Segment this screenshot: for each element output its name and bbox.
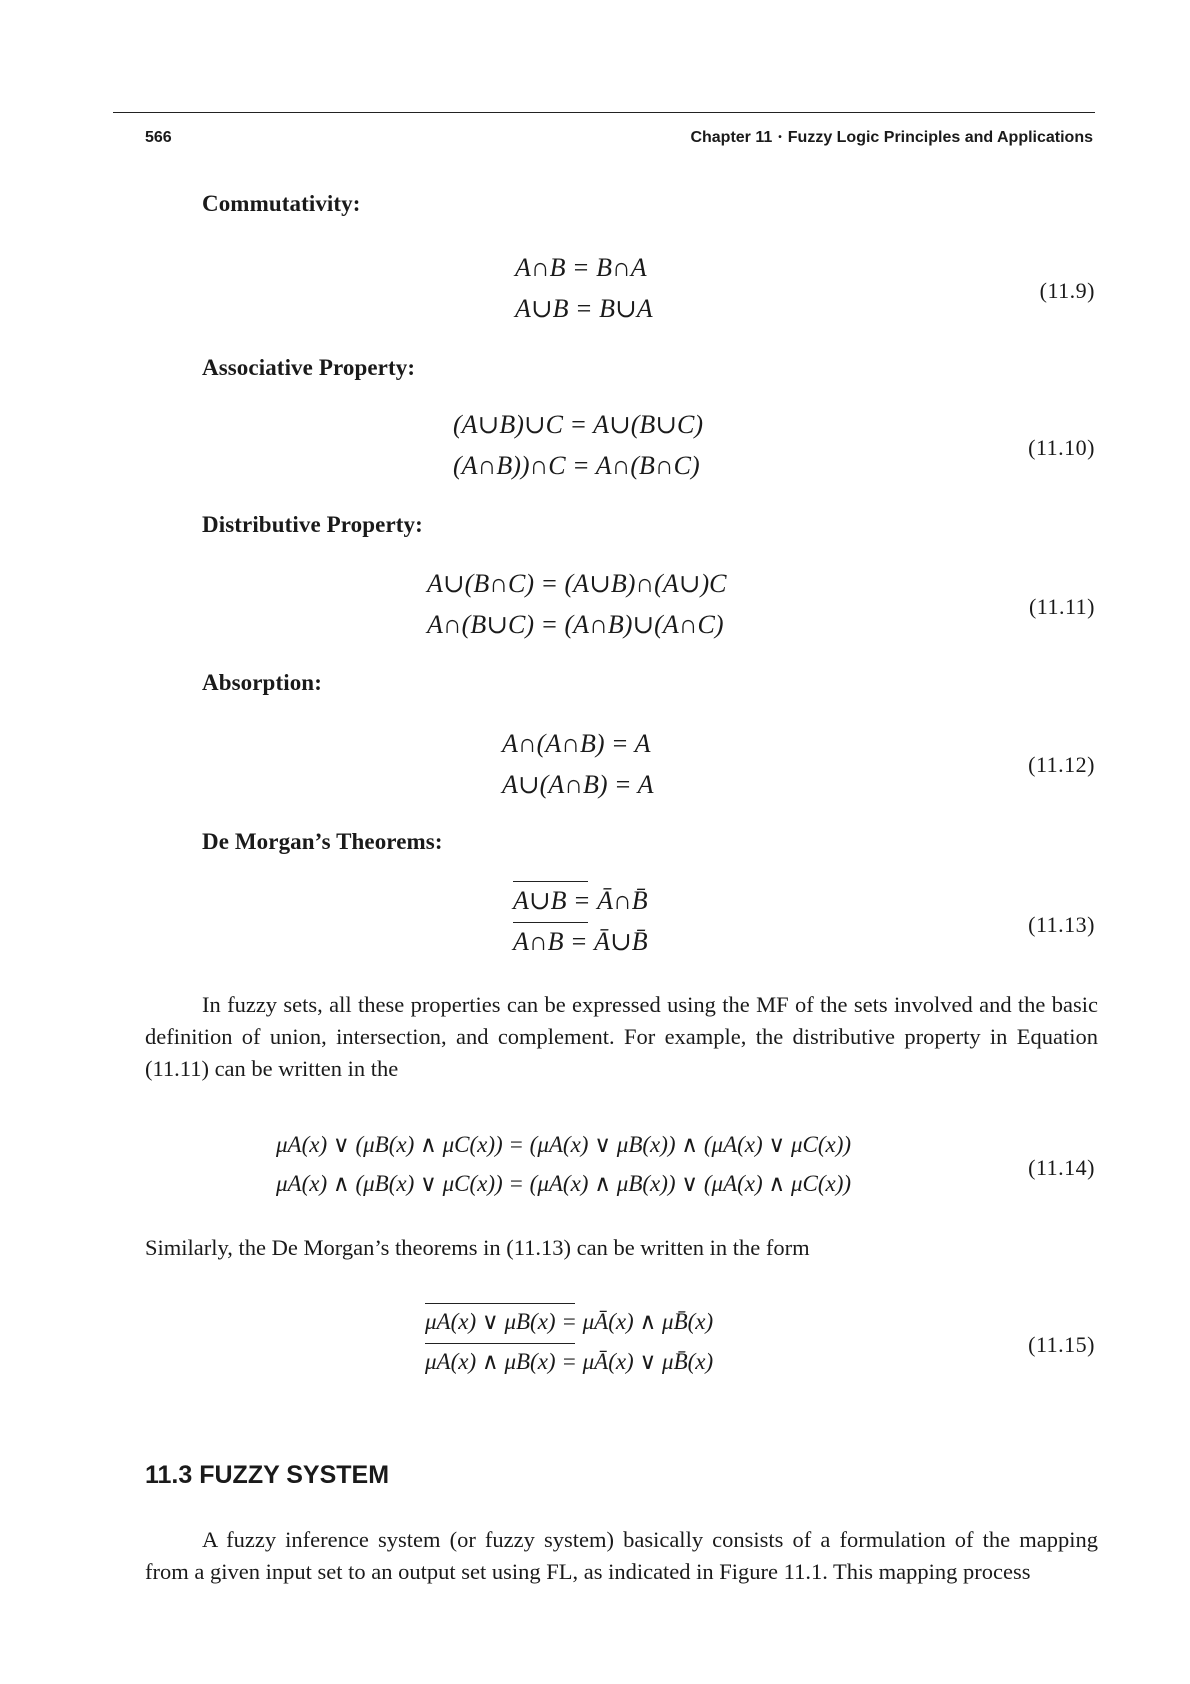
equation-11-9-line-1: A∩B = B∩A (515, 253, 647, 282)
complement-bar (425, 1303, 575, 1304)
complement-bar (513, 881, 588, 882)
running-head (145, 129, 1093, 153)
property-label-distributive: Distributive Property: (202, 512, 423, 537)
equation-number-11-13: (11.13) (1028, 912, 1095, 937)
equation-number-11-15: (11.15) (1028, 1332, 1095, 1357)
equation-11-10-line-2: (A∩B))∩C = A∩(B∩C) (453, 451, 700, 480)
equation-11-14-line-2: μA(x) ∧ (μB(x) ∨ μC(x)) = (μA(x) ∧ μB(x)) ∨ (μA(x) ∧ μC(x)) (276, 1171, 852, 1196)
bullet-separator: • (778, 132, 782, 143)
equation-number-11-11: (11.11) (1028, 594, 1095, 619)
chapter-title (690, 129, 1093, 147)
equation-11-12-line-2: A∪(A∩B) = A (502, 770, 654, 799)
page-number: 566 (145, 129, 172, 146)
body-paragraph-3 (145, 1524, 1098, 1588)
equation-11-15-line-2: μA(x) ∧ μB(x) = μĀ(x) ∨ μB̄(x) (425, 1349, 714, 1374)
body-paragraph-1 (145, 989, 1098, 1085)
equation-11-13-line-1: A∪B = Ā∩B̄ (513, 886, 648, 915)
property-label-absorption: Absorption: (202, 670, 322, 695)
equation-11-11-line-1: A∪(B∩C) = (A∪B)∩(A∪)C (427, 569, 727, 598)
equation-number-11-9: (11.9) (1039, 278, 1095, 303)
property-label-commutativity: Commutativity: (202, 191, 361, 216)
equation-11-9-line-2: A∪B = B∪A (515, 294, 653, 323)
paragraph-1-text: In fuzzy sets, all these properties can be expressed using the MF of the sets involved and the basic definition of union, intersection, and complement. For example, the distributive property in Equation (11.11) can be written in the (145, 992, 1098, 1081)
equation-11-14-line-1: μA(x) ∨ (μB(x) ∧ μC(x)) = (μA(x) ∨ μB(x)) ∧ (μA(x) ∨ μC(x)) (276, 1132, 852, 1157)
header-rule (113, 112, 1095, 113)
equation-number-11-12: (11.12) (1028, 752, 1095, 777)
property-label-de-morgan: De Morgan’s Theorems: (202, 829, 443, 854)
equation-11-12-line-1: A∩(A∩B) = A (502, 729, 651, 758)
complement-bar (425, 1343, 575, 1344)
paragraph-3-text: A fuzzy inference system (or fuzzy system) basically consists of a formulation of the mapping from a given input set to an output set using FL, as indicated in Figure 11.1. This mapping process (145, 1527, 1098, 1584)
equation-11-13-line-2: A∩B = Ā∪B̄ (513, 927, 648, 956)
equation-11-10-line-1: (A∪B)∪C = A∪(B∪C) (453, 410, 704, 439)
equation-number-11-10: (11.10) (1028, 435, 1095, 460)
equation-11-15-line-1: μA(x) ∨ μB(x) = μĀ(x) ∧ μB̄(x) (425, 1309, 714, 1334)
complement-bar (513, 922, 588, 923)
chapter-label: Chapter 11 (690, 129, 773, 146)
property-label-associative: Associative Property: (202, 355, 416, 380)
section-heading: 11.3 FUZZY SYSTEM (145, 1461, 390, 1489)
chapter-name: Fuzzy Logic Principles and Applications (787, 129, 1093, 146)
equation-11-11-line-2: A∩(B∪C) = (A∩B)∪(A∩C) (427, 610, 724, 639)
body-paragraph-2: Similarly, the De Morgan’s theorems in (11.13) can be written in the form (145, 1235, 810, 1260)
equation-number-11-14: (11.14) (1028, 1155, 1095, 1180)
